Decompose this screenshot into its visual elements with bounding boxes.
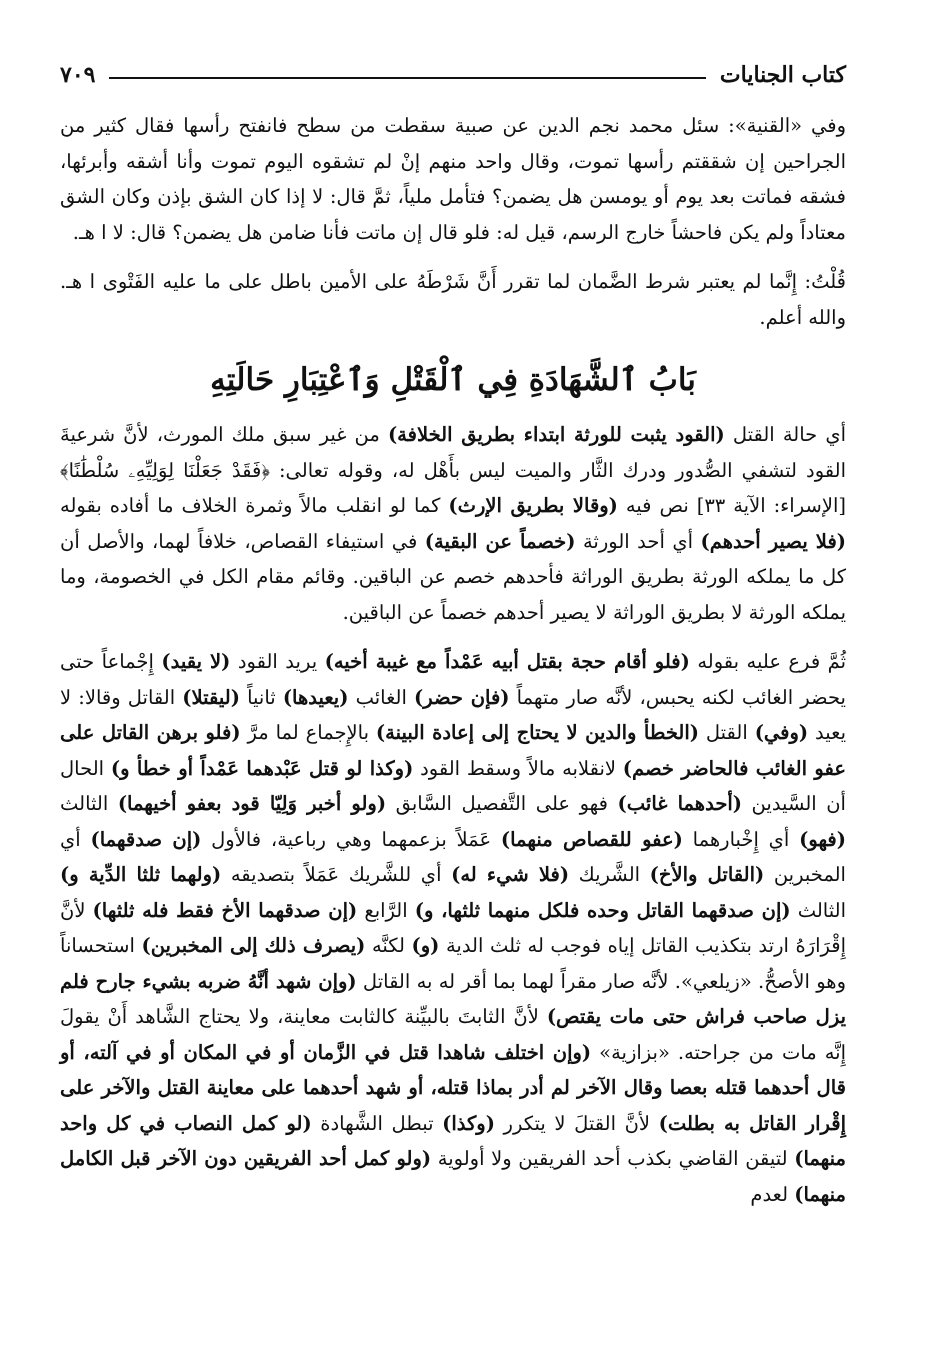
text-run: الغائب bbox=[348, 685, 415, 709]
text-run: في استيفاء القصاص، خلافاً لهما، والأصل أن كل ما يملكه الورثة بطريق الوراثة فأحدهم خصم عن الباقين. وقائم مقام الكل في الخصومة، وما يملكه الورثة لا بطريق الوراثة لا يصير أحدهم خصماً عن الباقين. bbox=[60, 529, 846, 624]
text-run: لعدم bbox=[750, 1182, 795, 1206]
text-run: الثالث bbox=[60, 792, 118, 815]
matn-run: (فلا يصير أحدهم) bbox=[700, 529, 846, 553]
text-run: لأنَّ القتلَ لا يتكرر bbox=[494, 1111, 659, 1135]
text-run: يريد القود bbox=[230, 650, 325, 673]
matn-run: (لو كمل النصاب في كل واحد منهما) bbox=[60, 1111, 846, 1170]
text-run: أي أحد الورثة bbox=[575, 529, 701, 553]
matn-run: (ولهما ثلثا الدِّية و) bbox=[60, 863, 222, 886]
matn-run: (وكذا لو قتل عَبْدهما عَمْداً أو خطأ و) bbox=[110, 756, 414, 780]
paragraph-gap bbox=[60, 630, 846, 644]
text-run: لأنَّ الثابتَ بالبيِّنة كالثابت معاينة، ولا يحتاج الشَّاهد أَنْ يقولَ إِنَّه مات من جراحته. «بزازية» bbox=[60, 1005, 846, 1064]
text-run: القاتل وقالا: لا يعيد bbox=[60, 685, 846, 744]
running-header-title: كتاب الجنايات bbox=[719, 62, 846, 88]
running-header bbox=[60, 58, 846, 92]
text-run: عَمَلاً بزعمهما وهي رباعية، فالأول bbox=[201, 827, 501, 851]
paragraph-tafri bbox=[60, 644, 846, 1212]
text-run: لأنَّ إِقْرَارَهُ ارتد بتكذيب القاتل إياه فوجب له ثلث الدية bbox=[60, 898, 846, 957]
matn-run: (وفي) bbox=[754, 721, 809, 744]
matn-run: (يعيدها) bbox=[282, 685, 349, 709]
text-run: فهو على التَّفصيل السَّابق bbox=[386, 792, 618, 815]
matn-run: (فإن حضر) bbox=[414, 685, 510, 709]
matn-run: (ولو أخبر وَلِيّا قود بعفو أخيهما) bbox=[117, 792, 387, 815]
matn-run: (إن صدقهما القاتل وحده فلكل منهما ثلثها، و) bbox=[414, 898, 791, 922]
page-number: ٧٠٩ bbox=[60, 62, 96, 88]
text-run: ثُمَّ فرع عليه بقوله bbox=[689, 650, 847, 673]
matn-run: (إن صدقهما) bbox=[90, 827, 202, 851]
matn-run: (القاتل والأخ) bbox=[649, 863, 765, 886]
matn-run: (القود يثبت للورثة ابتداء بطريق الخلافة) bbox=[387, 423, 725, 446]
header-rule bbox=[109, 77, 705, 79]
matn-run: (و) bbox=[411, 934, 440, 957]
matn-run: (فلو برهن القاتل على عفو الغائب فالحاضر خصم) bbox=[60, 721, 846, 780]
text-run: أي إِخْبارهما bbox=[682, 827, 800, 851]
matn-run: (وكذا) bbox=[442, 1111, 495, 1135]
paragraph-qultu: قُلْتُ: إِنَّما لم يعتبر شرط الضَّمان لما تقرر أَنَّ شَرْطَهُ على الأمين باطل على ما عليه الفَتْوى ا هـ. والله أعلم. bbox=[60, 270, 846, 329]
matn-run: (فهو) bbox=[799, 827, 846, 851]
matn-run: (عفو للقصاص منهما) bbox=[500, 827, 683, 851]
text-run: إِجْماعاً حتى يحضر الغائب لكنه يحبس، لأنَّه صار متهماً bbox=[60, 650, 846, 709]
text-run: تبطل الشَّهادة bbox=[311, 1111, 443, 1135]
text-run: أي حالة القتل bbox=[724, 423, 846, 446]
text-run: الحال أن السَّيدين bbox=[60, 756, 846, 815]
matn-run: (إن صدقهما الأخ فقط فله ثلثها) bbox=[92, 898, 358, 922]
text-run: لتيقن القاضي بكذب أحد الفريقين ولا أولوية bbox=[431, 1147, 795, 1170]
paragraph-halat-al-qatl bbox=[60, 417, 846, 630]
paragraph-qunya: وفي «القنية»: سئل محمد نجم الدين عن صبية سقطت من سطح فانفتح رأسها فقال كثير من الجراحين إن شققتم رأسها تموت، وقال واحد منهم إنْ لم تشقوه اليوم تموت وأنا أشقه وأبرئها، فشقه فماتت بعد يوم أو يومسن هل يضمن؟ فتأمل ملياً، ثمَّ قال: لا إذا كان الشق بإذن وكان الشق معتاداً ولم يكن فاحشاً خارج الرسم، قيل له: فلو قال إن ماتت فأنا ضامن هل يضمن؟ قال: لا ا هـ. bbox=[60, 114, 846, 244]
matn-run: (وقالا بطريق الإرث) bbox=[448, 494, 618, 517]
text-run: بالإِجماع لما مرَّ bbox=[240, 721, 376, 744]
matn-run: (خصماً عن البقية) bbox=[424, 529, 576, 553]
matn-run: (فلو أقام حجة بقتل أبيه عَمْداً مع غيبة أخيه) bbox=[324, 650, 690, 673]
matn-run: (وإن شهد أنَّهُ ضربه بشيء جارح فلم يزل صاحب فراش حتى مات يقتص) bbox=[60, 969, 847, 1028]
text-run: الشَّريك bbox=[569, 863, 650, 886]
text-run: لانقلابه مالاً وسقط القود bbox=[413, 756, 623, 780]
text-run: كما لو انقلب مالاً وثمرة الخلاف ما أفاده بقوله bbox=[60, 494, 449, 517]
chapter-title: بَابُ ٱلشَّهَادَةِ فِي ٱلْقَتْلِ وَٱعْتِبَارِ حَالَتِهِ bbox=[210, 362, 696, 398]
matn-run: (لا يقيد) bbox=[161, 650, 231, 673]
matn-run: (فلا شيء له) bbox=[451, 863, 570, 886]
matn-run: (ولو كمل أحد الفريقين دون الآخر قبل الكامل منهما) bbox=[60, 1147, 846, 1206]
matn-run: (ليقتلا) bbox=[182, 685, 240, 709]
matn-run: (أحدهما غائب) bbox=[617, 792, 743, 815]
text-run: أي المخبرين bbox=[60, 827, 846, 886]
matn-run: (وإن اختلف شاهدا قتل في الزَّمان أو في المكان أو في آلته، أو قال أحدهما قتله بعصا وقال الآخر لم أدر بماذا قتله، أو شهد أحدهما على معاينة القتل والآخر على إِقْرار القاتل به بطلت) bbox=[60, 1040, 847, 1135]
text-run: من غير سبق ملك المورث، لأنَّ شرعيةَ القود لتشفي الصُّدور ودرك الثَّار والميت ليس بأَهْل له، وقوله تعالى: ﴿فَقَدْ جَعَلْنَا لِوَلِيِّهِۦ سُلْطَٰنًا﴾ [الإسراء: الآية ٣٣] نص فيه bbox=[60, 423, 846, 517]
matn-run: (الخطأ والدين لا يحتاج إلى إعادة البينة) bbox=[375, 721, 699, 744]
text-run: لكنَّه bbox=[365, 934, 412, 957]
text-run: ثانياً bbox=[239, 685, 283, 709]
text-run: الثالث bbox=[790, 898, 846, 922]
text-run: الرَّابع bbox=[357, 898, 415, 922]
paragraph-gap bbox=[60, 250, 846, 264]
matn-run: (يصرف ذلك إلى المخبرين) bbox=[141, 934, 366, 957]
text-run: أي للشَّريك عَمَلاً بتصديقه bbox=[221, 863, 452, 886]
text-run: القتل bbox=[699, 721, 755, 744]
text-run: استحساناً وهو الأصحُّ. «زيلعي». لأنَّه صار مقراً لهما بما أقر له به القاتل bbox=[60, 934, 846, 993]
